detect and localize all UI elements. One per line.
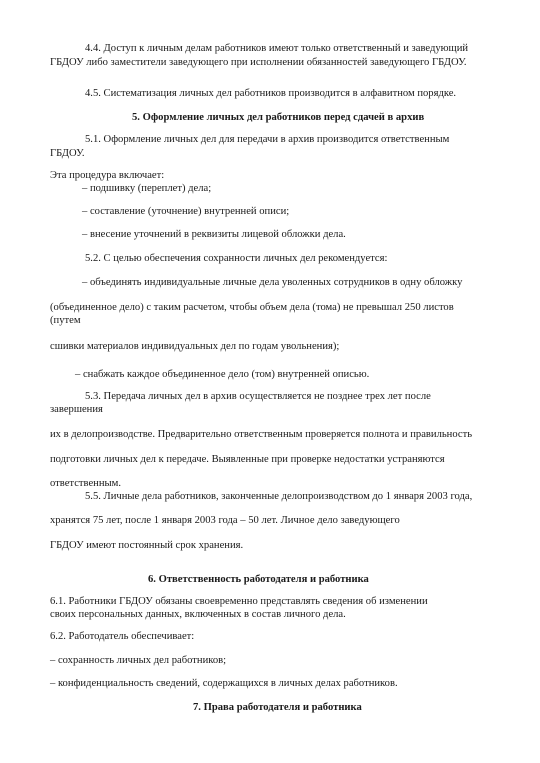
- para-6-2: 6.2. Работодатель обеспечивает:: [50, 631, 195, 642]
- section-6-heading: 6. Ответственность работодателя и работника: [148, 574, 369, 585]
- para-5-3-line5: ответственным.: [50, 478, 121, 489]
- section-7-heading: 7. Права работодателя и работника: [193, 702, 362, 713]
- para-5-5-line2: хранятся 75 лет, после 1 января 2003 года – 50 лет. Личное дело заведующего: [50, 515, 400, 526]
- para-4-4-line2: ГБДОУ либо заместители заведующего при исполнении обязанностей заведующего ГБДОУ.: [50, 57, 467, 68]
- para-5-2-line3: (объединенное дело) с таким расчетом, чтобы объем дела (тома) не превышал 250 листов: [50, 302, 454, 313]
- para-5-2-item-2: – снабжать каждое объединенное дело (том) внутренней описью.: [75, 369, 370, 380]
- section-5-heading: 5. Оформление личных дел работников перед сдачей в архив: [132, 112, 425, 123]
- procedure-item-2: – составление (уточнение) внутренней описи;: [82, 206, 290, 217]
- para-5-3-line4: подготовки личных дел к передаче. Выявленные при проверке недостатки устраняются: [50, 454, 445, 465]
- procedure-intro: Эта процедура включает:: [50, 170, 165, 181]
- para-4-5: 4.5. Систематизация личных дел работников производится в алфавитном порядке.: [85, 88, 457, 99]
- para-5-2-line4: (путем: [50, 315, 81, 326]
- para-6-1-line2: своих персональных данных, включенных в состав личного дела.: [50, 609, 346, 620]
- para-5-3-line1: 5.3. Передача личных дел в архив осуществляется не позднее трех лет после: [85, 391, 431, 402]
- para-6-2-item-1: – сохранность личных дел работников;: [50, 655, 227, 666]
- para-5-2: 5.2. С целью обеспечения сохранности личных дел рекомендуется:: [85, 253, 388, 264]
- para-5-2-line5: сшивки материалов индивидуальных дел по годам увольнения);: [50, 341, 340, 352]
- procedure-item-3: – внесение уточнений в реквизиты лицевой обложки дела.: [82, 229, 346, 240]
- procedure-item-1: – подшивку (переплет) дела;: [82, 183, 212, 194]
- para-4-4-line1: 4.4. Доступ к личным делам работников имеют только ответственный и заведующий: [85, 43, 469, 54]
- para-5-1-line2: ГБДОУ.: [50, 148, 85, 159]
- para-5-3-line3: их в делопроизводстве. Предварительно ответственным проверяется полнота и правильность: [50, 429, 473, 440]
- para-6-1-line1: 6.1. Работники ГБДОУ обязаны своевременно представлять сведения об изменении: [50, 596, 428, 607]
- para-5-5-line3: ГБДОУ имеют постоянный срок хранения.: [50, 540, 244, 551]
- para-5-3-line2: завершения: [50, 404, 103, 415]
- para-6-2-item-2: – конфиденциальность сведений, содержащихся в личных делах работников.: [50, 678, 398, 689]
- para-5-1-line1: 5.1. Оформление личных дел для передачи в архив производится ответственным: [85, 134, 450, 145]
- para-5-2-item-1: – объединять индивидуальные личные дела уволенных сотрудников в одну обложку: [82, 277, 463, 288]
- para-5-5-line1: 5.5. Личные дела работников, законченные делопроизводством до 1 января 2003 года,: [85, 491, 473, 502]
